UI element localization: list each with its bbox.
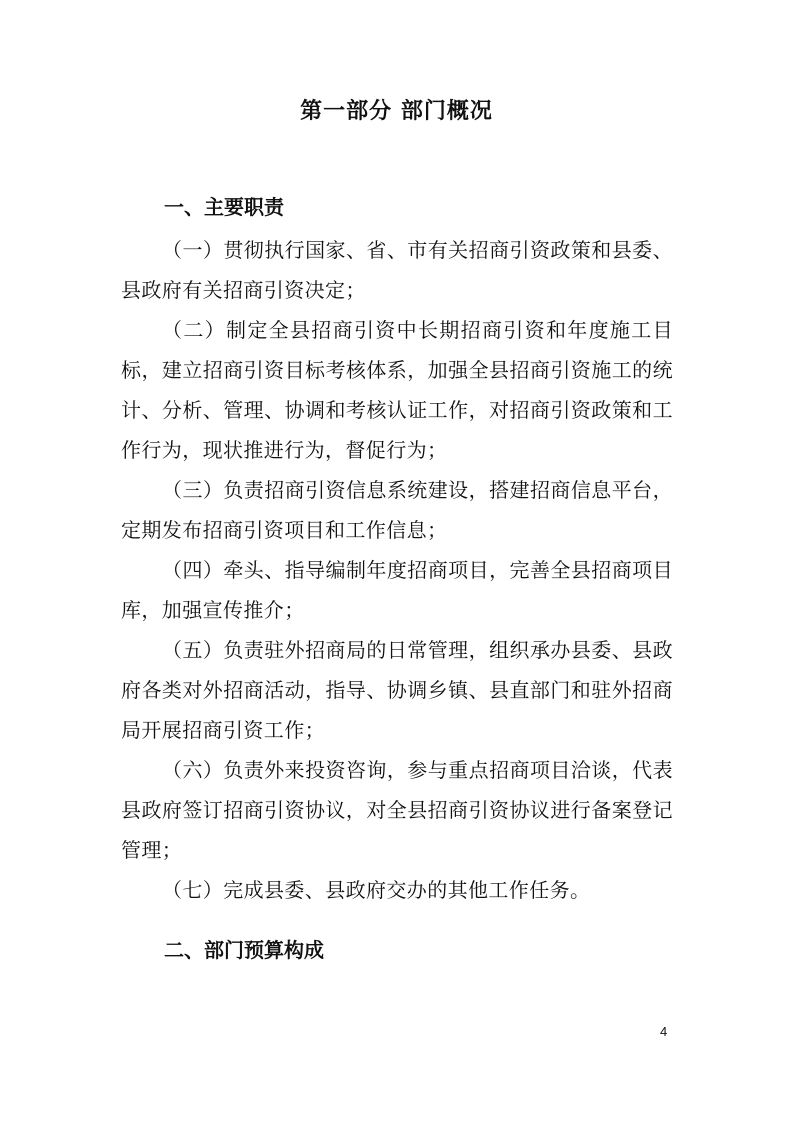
duty-item-2: （二）制定全县招商引资中长期招商引资和年度施工目标，建立招商引资目标考核体系，加强全县招商引资施工的统计、分析、管理、协调和考核认证工作，对招商引资政策和工作行为，现状推进行为，督促行为； — [121, 318, 673, 462]
duty-item-5: （五）负责驻外招商局的日常管理，组织承办县委、县政府各类对外招商活动，指导、协调乡镇、县直部门和驻外招商局开展招商引资工作； — [121, 638, 673, 742]
duty-item-6: （六）负责外来投资咨询，参与重点招商项目洽谈，代表县政府签订招商引资协议，对全县招商引资协议进行备案登记管理； — [121, 758, 673, 862]
duties-list — [121, 230, 673, 910]
page-number: 4 — [660, 1024, 668, 1039]
duty-item-1: （一）贯彻执行国家、省、市有关招商引资政策和县委、县政府有关招商引资决定； — [121, 238, 673, 302]
duty-item-7: （七）完成县委、县政府交办的其他工作任务。 — [162, 878, 591, 902]
section-heading-main-duties: 一、主要职责 — [164, 195, 284, 219]
duty-item-4: （四）牵头、指导编制年度招商项目，完善全县招商项目库，加强宣传推介； — [121, 558, 673, 622]
page-title: 第一部分 部门概况 — [300, 99, 493, 124]
duty-item-3: （三）负责招商引资信息系统建设，搭建招商信息平台，定期发布招商引资项目和工作信息； — [121, 478, 673, 542]
section-heading-budget-composition: 二、部门预算构成 — [164, 938, 324, 962]
